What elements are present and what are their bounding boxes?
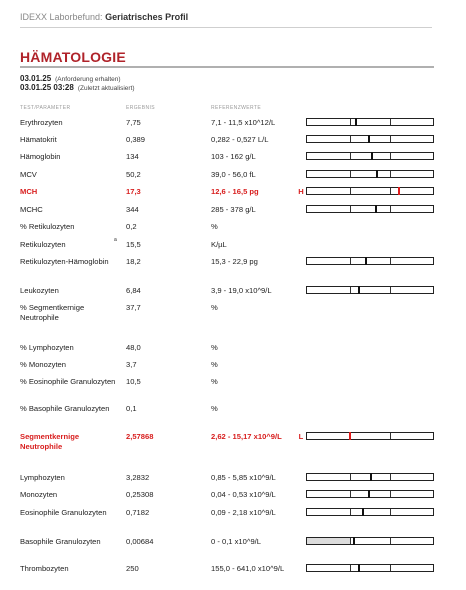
range-bar-marker	[349, 432, 351, 440]
parameter-name: MCH	[20, 187, 38, 196]
result-value: 0,1	[126, 404, 137, 413]
range-bar-marker	[362, 508, 364, 516]
range-bar-divider	[390, 287, 391, 293]
range-bar-divider	[350, 171, 351, 177]
reference-range: K/µL	[211, 240, 227, 249]
parameter-name: Leukozyten	[20, 286, 59, 295]
date-updated-note: (Zuletzt aktualisiert)	[77, 85, 135, 92]
range-bar-marker	[365, 257, 367, 265]
column-header-reference: REFERENZWERTE	[211, 105, 262, 111]
parameter-name: % Lymphozyten	[20, 343, 74, 352]
result-value: 15,5	[126, 240, 141, 249]
result-value: 2,57868	[126, 432, 154, 441]
range-bar-marker	[371, 152, 373, 160]
header-divider	[20, 27, 432, 28]
result-value: 7,75	[126, 118, 141, 127]
result-value: 48,0	[126, 343, 141, 352]
reference-range: %	[211, 343, 218, 352]
range-bar-divider	[350, 287, 351, 293]
date-received	[20, 74, 121, 83]
reference-range: 103 - 162 g/L	[211, 152, 256, 161]
range-bar	[306, 490, 434, 498]
range-bar-divider	[390, 474, 391, 480]
parameter-name: Lymphozyten	[20, 473, 65, 482]
range-bar-divider	[350, 153, 351, 159]
range-bar	[306, 537, 434, 545]
range-bar-divider	[390, 136, 391, 142]
result-value: 0,2	[126, 222, 137, 231]
footnote-marker: a	[114, 237, 117, 243]
parameter-name: % Basophile Granulozyten	[20, 404, 110, 413]
range-bar	[306, 257, 434, 265]
range-bar-divider	[390, 206, 391, 212]
range-bar	[306, 205, 434, 213]
range-bar-divider	[350, 119, 351, 125]
result-value: 50,2	[126, 170, 141, 179]
report-header-prefix: IDEXX Laborbefund:	[20, 12, 103, 22]
range-bar-divider	[390, 188, 391, 194]
parameter-name: % Segmentkernige Neutrophile	[20, 303, 85, 322]
range-bar-marker	[368, 490, 370, 498]
range-bar	[306, 187, 434, 195]
result-value: 0,00684	[126, 537, 154, 546]
parameter-name: MCHC	[20, 205, 43, 214]
result-value: 0,389	[126, 135, 146, 144]
reference-range: 3,9 - 19,0 x10^9/L	[211, 286, 272, 295]
reference-range: 285 - 378 g/L	[211, 205, 256, 214]
result-value: 134	[126, 152, 139, 161]
result-value: 3,7	[126, 360, 137, 369]
report-profile-name: Geriatrisches Profil	[105, 12, 189, 22]
reference-range: %	[211, 404, 218, 413]
range-bar-marker	[376, 170, 378, 178]
result-value: 344	[126, 205, 139, 214]
range-bar-marker	[375, 205, 377, 213]
reference-range: %	[211, 222, 218, 231]
parameter-name: Basophile Granulozyten	[20, 537, 101, 546]
result-value: 6,84	[126, 286, 141, 295]
reference-range: 7,1 - 11,5 x10^12/L	[211, 118, 276, 127]
range-bar	[306, 152, 434, 160]
reference-range: 39,0 - 56,0 fL	[211, 170, 256, 179]
range-bar-marker	[398, 187, 400, 195]
range-bar-divider	[390, 119, 391, 125]
reference-range: %	[211, 360, 218, 369]
reference-range: 155,0 - 641,0 x10^9/L	[211, 564, 285, 573]
range-bar-divider	[390, 538, 391, 544]
abnormal-flag: H	[298, 187, 304, 196]
parameter-name: % Eosinophile Granulozyten	[20, 377, 116, 386]
parameter-name: Segmentkernige Neutrophile	[20, 432, 80, 451]
range-bar-divider	[350, 491, 351, 497]
range-bar	[306, 564, 434, 572]
range-bar	[306, 473, 434, 481]
range-bar-divider	[390, 565, 391, 571]
date-updated	[20, 83, 135, 92]
date-received-value: 03.01.25	[20, 74, 52, 83]
reference-range: 0 - 0,1 x10^9/L	[211, 537, 262, 546]
parameter-name: Monozyten	[20, 490, 58, 499]
range-bar-divider	[350, 136, 351, 142]
range-bar-divider	[390, 491, 391, 497]
range-bar	[306, 508, 434, 516]
result-value: 3,2832	[126, 473, 150, 482]
range-bar	[306, 286, 434, 294]
reference-range: 2,62 - 15,17 x10^9/L	[211, 432, 282, 441]
date-received-note: (Anforderung erhalten)	[55, 76, 121, 83]
range-bar-divider	[390, 171, 391, 177]
range-bar-marker	[353, 537, 355, 545]
parameter-name: % Monozyten	[20, 360, 67, 369]
reference-range: 0,85 - 5,85 x10^9/L	[211, 473, 276, 482]
column-header-parameter: TEST/PARAMETER	[20, 105, 71, 111]
result-value: 37,7	[126, 303, 141, 312]
range-bar	[306, 170, 434, 178]
parameter-name: MCV	[20, 170, 37, 179]
result-value: 250	[126, 564, 139, 573]
reference-range: %	[211, 303, 218, 312]
range-bar-marker	[358, 564, 360, 572]
reference-range: 12,6 - 16,5 pg	[211, 187, 259, 196]
reference-range: 15,3 - 22,9 pg	[211, 257, 258, 266]
reference-range: %	[211, 377, 218, 386]
result-value: 17,3	[126, 187, 141, 196]
range-bar	[306, 135, 434, 143]
section-divider	[20, 66, 434, 68]
range-bar-divider	[390, 153, 391, 159]
range-bar-marker	[368, 135, 370, 143]
parameter-name: Hämoglobin	[20, 152, 61, 161]
range-bar-divider	[350, 206, 351, 212]
range-bar-shade	[307, 538, 350, 544]
parameter-name: Eosinophile Granulozyten	[20, 508, 107, 517]
range-bar-divider	[390, 509, 391, 515]
range-bar	[306, 118, 434, 126]
abnormal-flag: L	[298, 432, 304, 441]
reference-range: 0,282 - 0,527 L/L	[211, 135, 269, 144]
reference-range: 0,09 - 2,18 x10^9/L	[211, 508, 276, 517]
range-bar-marker	[370, 473, 372, 481]
result-value: 0,25308	[126, 490, 154, 499]
range-bar-divider	[390, 258, 391, 264]
parameter-name: Thrombozyten	[20, 564, 69, 573]
reference-range: 0,04 - 0,53 x10^9/L	[211, 490, 276, 499]
range-bar-divider	[350, 188, 351, 194]
parameter-name: Retikulozyten-Hämoglobin	[20, 257, 109, 266]
range-bar-divider	[390, 433, 391, 439]
range-bar-divider	[350, 258, 351, 264]
range-bar-divider	[350, 474, 351, 480]
range-bar-marker	[355, 118, 357, 126]
range-bar-divider	[350, 509, 351, 515]
column-header-result: ERGEBNIS	[126, 105, 156, 111]
range-bar-marker	[358, 286, 360, 294]
parameter-name: Hämatokrit	[20, 135, 57, 144]
date-updated-value: 03.01.25 03:28	[20, 83, 74, 92]
result-value: 18,2	[126, 257, 141, 266]
range-bar	[306, 432, 434, 440]
report-header	[20, 12, 188, 22]
range-bar-divider	[350, 565, 351, 571]
parameter-name: % Retikulozyten	[20, 222, 75, 231]
parameter-name: Erythrozyten	[20, 118, 63, 127]
parameter-name: Retikulozyten	[20, 240, 66, 249]
result-value: 0,7182	[126, 508, 150, 517]
range-bar-divider	[350, 538, 351, 544]
section-title: HÄMATOLOGIE	[20, 49, 126, 65]
result-value: 10,5	[126, 377, 141, 386]
